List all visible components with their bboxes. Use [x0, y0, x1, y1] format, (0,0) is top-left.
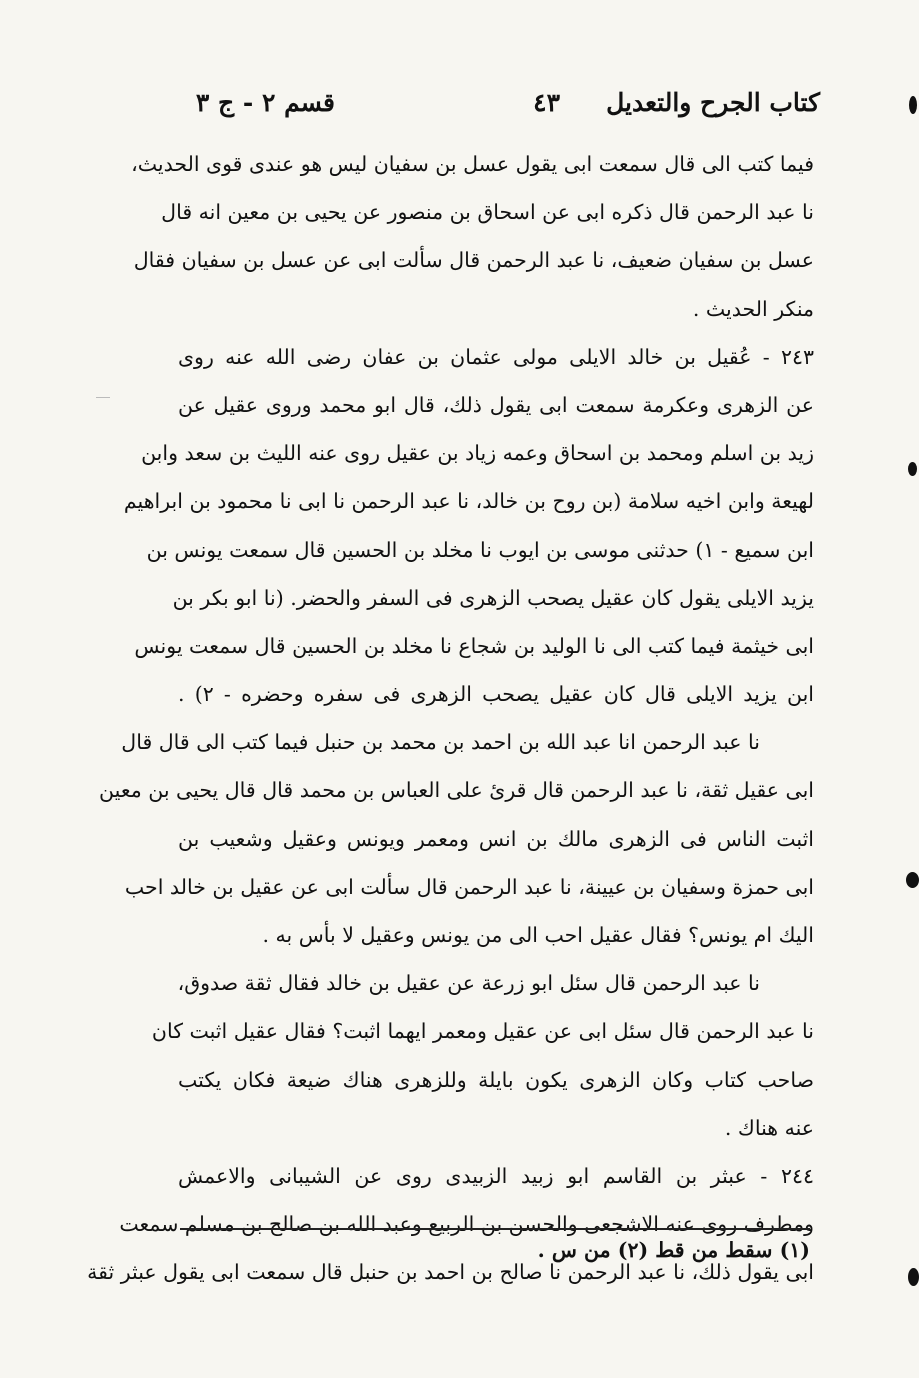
scan-mark: [96, 397, 110, 398]
scan-mark: [906, 872, 919, 888]
scan-mark: [908, 462, 917, 476]
body-text: [87, 140, 814, 1297]
scan-mark: [908, 1268, 919, 1286]
text-line: نا عبد الرحمن انا عبد الله بن احمد بن محمد بن حنبل فيما كتب الى قال قال: [121, 730, 760, 755]
text-line: نا عبد الرحمن قال سئل ابو زرعة عن عقيل بن خالد فقال ثقة صدوق،: [177, 971, 760, 996]
text-line: ابن يزيد الايلى قال كان عقيل يصحب الزهرى فى سفره وحضره - ٢) .: [178, 682, 814, 707]
text-line: صاحب كتاب وكان الزهرى يكون بايلة وللزهرى هناك ضيعة فكان يكتب: [178, 1067, 814, 1092]
text-line: نا عبد الرحمن قال ذكره ابى عن اسحاق بن منصور عن يحيى بن معين انه قال: [161, 200, 814, 225]
text-line: عن الزهرى وعكرمة سمعت ابى يقول ذلك، قال ابو محمد وروى عقيل عن: [178, 392, 814, 417]
page-number: ٤٣: [533, 88, 560, 117]
text-line: لهيعة وابن اخيه سلامة (بن روح بن خالد، نا عبد الرحمن نا ابى نا محمود بن ابراهيم: [123, 489, 814, 514]
text-line: منكر الحديث .: [692, 296, 814, 321]
text-line: زيد بن اسلم ومحمد بن اسحاق وعمه زياد بن عقيل روى عنه الليث بن سعد وابن: [141, 441, 814, 466]
text-line: ومطرف روى عنه الاشجعى والحسن بن الربيع وعبد الله بن صالح بن مسلم سمعت: [119, 1212, 814, 1237]
text-line: اثبت الناس فى الزهرى مالك بن انس ومعمر ويونس وعقيل وشعيب بن: [178, 826, 814, 851]
text-line: ابى يقول ذلك، نا عبد الرحمن نا صالح بن احمد بن حنبل قال سمعت ابى يقول عبثر ثقة: [87, 1260, 814, 1285]
text-line: يزيد الايلى يقول كان عقيل يصحب الزهرى فى السفر والحضر. (نا ابو بكر بن: [172, 585, 814, 610]
text-line: ابى حمزة وسفيان بن عيينة، نا عبد الرحمن قال سألت ابى عن عقيل بن خالد احب: [124, 874, 814, 899]
entry-244-heading: ٢٤٤ - عبثر بن القاسم ابو زبيد الزبيدى روى عن الشيبانى والاعمش: [178, 1163, 814, 1188]
text-line: اليك ام يونس؟ فقال عقيل احب الى من يونس وعقيل لا بأس به .: [262, 923, 814, 947]
footnote: (١) سقط من قط (٢) من س .: [537, 1238, 810, 1262]
text-line: ابى خيثمة فيما كتب الى نا الوليد بن شجاع نا مخلد بن الحسين قال سمعت يونس: [134, 633, 814, 658]
text-line: نا عبد الرحمن قال سئل ابى عن عقيل ومعمر ايهما اثبت؟ فقال عقيل اثبت كان: [151, 1019, 814, 1044]
entry-243-heading: ٢٤٣ - عُقيل بن خالد الايلى مولى عثمان بن عفان رضى الله عنه روى: [178, 344, 814, 369]
volume-label: قسم ٢ - ج ٣: [195, 88, 335, 117]
text-line: ابن سميع - ١) حدثنى موسى بن ايوب نا مخلد بن الحسين قال سمعت يونس بن: [146, 537, 814, 562]
scan-mark: [909, 96, 917, 114]
text-line: عسل بن سفيان ضعيف، نا عبد الرحمن قال سألت ابى عن عسل بن سفيان فقال: [133, 248, 814, 273]
page-header: [190, 88, 820, 128]
book-title: كتاب الجرح والتعديل: [606, 88, 820, 117]
text-line: ابى عقيل ثقة، نا عبد الرحمن قال قرئ على العباس بن محمد قال قال يحيى بن معين: [99, 778, 814, 803]
text-line: عنه هناك .: [724, 1115, 814, 1140]
text-line: فيما كتب الى قال سمعت ابى يقول عسل بن سفيان ليس هو عندى قوى الحديث،: [131, 152, 814, 176]
footnote-divider: [180, 1228, 810, 1230]
